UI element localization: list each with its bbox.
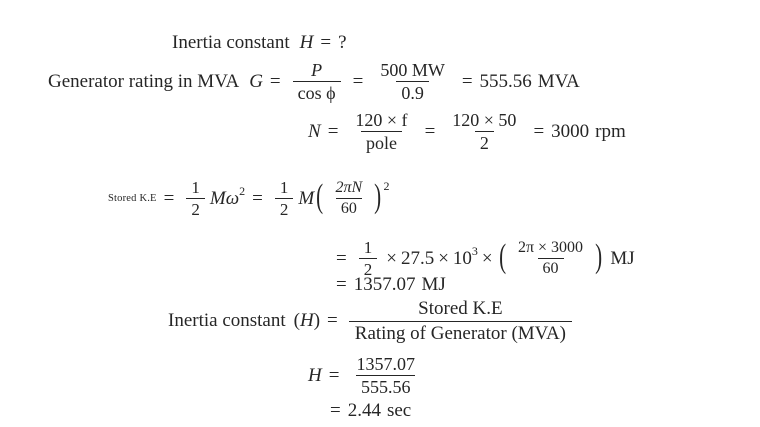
equals-sign-1: = — [327, 120, 339, 142]
fraction-one-half-2 — [275, 178, 294, 219]
fraction-numerator: 1 — [191, 178, 200, 197]
fraction-numerator: 120 × 50 — [452, 110, 517, 130]
fraction-numerator: 2π × 3000 — [517, 239, 584, 257]
fraction-numerator: 1 — [363, 238, 373, 257]
equals-sign: = — [327, 310, 338, 332]
fraction-120x50-over-2 — [447, 110, 521, 153]
fraction-denominator: 2 — [359, 258, 378, 279]
equation-line-2 — [48, 60, 580, 103]
fraction-2pin-over-60 — [331, 179, 368, 218]
equals-sign-3: = — [533, 120, 545, 142]
fraction-numerator: 1357.07 — [356, 354, 415, 374]
equals-sign-2: = — [352, 70, 364, 92]
left-paren: ( — [498, 238, 506, 276]
fraction-one-half — [359, 238, 378, 279]
equals-sign: = — [328, 364, 340, 386]
equals-sign: = — [336, 274, 347, 295]
equation-line-6 — [336, 274, 446, 296]
fraction-numerator: P — [311, 60, 323, 80]
equation-line-8 — [308, 354, 425, 397]
fraction-denominator: 2 — [275, 198, 294, 219]
fraction-numerator: 120 × f — [355, 110, 408, 130]
fraction-denominator: 60 — [538, 258, 564, 278]
equals-sign: = — [330, 400, 341, 421]
generator-rating-unit: MVA — [537, 70, 580, 92]
energy-unit: MJ — [610, 247, 635, 269]
right-paren: ) — [374, 178, 382, 216]
equals-sign-1: = — [163, 187, 175, 209]
final-answer-value: 2.44 — [347, 400, 381, 421]
left-paren: ( — [293, 310, 300, 332]
exponent-3: 3 — [471, 244, 478, 259]
exponent-2: 2 — [239, 184, 246, 199]
symbol-g: G — [249, 70, 263, 92]
power-base: 10 — [452, 247, 472, 269]
fraction-ke-over-rating — [349, 298, 572, 345]
fraction-numerator: 1 — [279, 178, 289, 197]
equals-sign-1: = — [269, 70, 281, 92]
m-value: 27.5 — [400, 247, 435, 269]
symbol-h: H — [308, 364, 322, 386]
fraction-denominator: 555.56 — [356, 375, 416, 397]
exponent-2: 2 — [383, 179, 390, 194]
term-m: M — [298, 187, 315, 209]
fraction-one-half-1 — [186, 178, 205, 219]
equation-line-4 — [108, 178, 390, 219]
fraction-500mw-over-09 — [375, 60, 450, 103]
fraction-denominator: 60 — [336, 198, 362, 218]
fraction-denominator: Rating of Generator (MVA) — [349, 321, 572, 345]
equation-line-1 — [172, 32, 347, 54]
fraction-denominator: 0.9 — [396, 81, 429, 103]
fraction-numerator: 500 MW — [380, 60, 445, 80]
generator-rating-result: 555.56 — [479, 70, 532, 92]
generator-rating-label: Generator rating in MVA — [48, 70, 240, 92]
fraction-denominator: 2 — [186, 198, 205, 219]
equation-line-7 — [168, 298, 576, 345]
multiply-sign-2: × — [438, 247, 449, 269]
fraction-denominator: 2 — [475, 131, 494, 153]
unknown-value: ? — [338, 32, 347, 53]
fraction-numerator: Stored K.E — [418, 298, 503, 319]
inertia-constant-label: Inertia constant — [172, 32, 290, 53]
fraction-135707-over-55556 — [351, 354, 420, 397]
fraction-denominator: cos ϕ — [293, 81, 341, 103]
equation-line-9 — [330, 400, 411, 422]
left-paren: ( — [316, 178, 324, 216]
final-answer-unit: sec — [386, 400, 412, 421]
symbol-h: H — [299, 32, 314, 53]
fraction-p-over-cosphi — [293, 60, 341, 103]
term-m-omega: Mω — [209, 187, 240, 209]
fraction-numerator: 2πN — [335, 179, 363, 197]
equals-sign-3: = — [461, 70, 473, 92]
right-paren: ) — [595, 238, 603, 276]
fraction-2pi3000-over-60 — [513, 239, 588, 278]
inertia-constant-label: Inertia constant — [168, 310, 286, 332]
symbol-n: N — [308, 120, 321, 142]
fraction-120f-over-pole — [350, 110, 412, 153]
stored-ke-unit: MJ — [421, 274, 446, 295]
speed-unit: rpm — [595, 120, 626, 142]
equals-sign: = — [320, 32, 332, 53]
fraction-denominator: pole — [361, 131, 402, 153]
right-paren: ) — [313, 310, 321, 332]
equals-sign-2: = — [424, 120, 436, 142]
multiply-sign-1: × — [386, 247, 397, 269]
stored-ke-label: Stored K.E — [108, 193, 157, 205]
equals-sign: = — [336, 247, 347, 269]
equation-line-5 — [336, 238, 635, 279]
speed-result: 3000 — [551, 120, 590, 142]
stored-ke-value: 1357.07 — [353, 274, 416, 295]
symbol-h: H — [299, 310, 314, 332]
multiply-sign-3: × — [481, 247, 493, 269]
equals-sign-2: = — [252, 187, 263, 209]
equation-line-3 — [308, 110, 626, 153]
